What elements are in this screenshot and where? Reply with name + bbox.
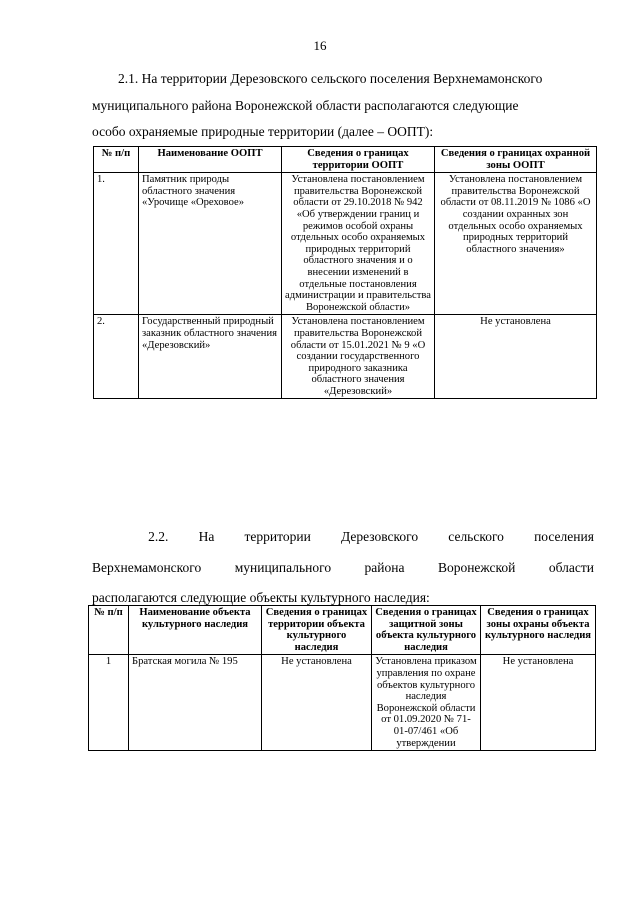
header-cell: Сведения о границах охранной зоны ООПТ (435, 147, 597, 173)
oopt-table (93, 146, 597, 399)
paragraph-text: особо охраняемые природные территории (далее – ООПТ): (92, 124, 434, 139)
table-header-row (94, 147, 597, 173)
table-cell: Не установлена (481, 655, 596, 751)
page-number: 16 (313, 38, 327, 53)
section-number: 2.2. (148, 529, 169, 544)
paragraph-word: района (364, 559, 405, 575)
table-cell: 1 (89, 655, 129, 751)
header-cell: № п/п (89, 606, 129, 655)
paragraph-word: сельского (448, 529, 504, 544)
header-cell: Сведения о границах защитной зоны объекта культурного наследия (372, 606, 481, 655)
paragraph-word: поселения (534, 529, 594, 544)
paragraph-text: муниципального района Воронежской области располагаются следующие (92, 97, 519, 113)
table-row (94, 315, 597, 399)
paragraph-word: территории (244, 529, 311, 544)
table-cell: Не установлена (435, 315, 597, 399)
header-cell: Сведения о границах зоны охраны объекта культурного наследия (481, 606, 596, 655)
table-cell: Братская могила № 195 (129, 655, 262, 751)
table-cell: Памятник природы областного значения «Урочище «Ореховое» (139, 173, 282, 315)
table-cell: Установлена постановлением правительства Воронежской области от 29.10.2018 № 942 «Об утверждении границ и режимов особой охраны отдельных особо охраняемых природных территорий областного значения и о внесении изменений в отдельные постановления администрации и правительства Воронежской области» (282, 173, 435, 315)
paragraph-word: На (198, 529, 215, 544)
paragraph-word: муниципального (234, 559, 332, 575)
paragraph-word: Дерезовского (340, 529, 419, 544)
paragraph-word: Верхнемамонского (92, 559, 202, 575)
paragraph-text: На территории Дерезовского сельского поселения Верхнемамонского (141, 71, 543, 86)
table-cell: 1. (94, 173, 139, 315)
table-cell: 2. (94, 315, 139, 399)
header-cell: Сведения о границах территории ООПТ (282, 147, 435, 173)
table-cell: Установлена постановлением правительства Воронежской области от 08.11.2019 № 1086 «О создании охранных зон отдельных особо охраняемых природных территорий областного значения» (435, 173, 597, 315)
table-row (94, 173, 597, 315)
header-cell: № п/п (94, 147, 139, 173)
table-cell: Установлена постановлением правительства Воронежской области от 15.01.2021 № 9 «О создании государственного природного заказника областного значения «Дерезовский» (282, 315, 435, 399)
header-cell: Наименование ООПТ (139, 147, 282, 173)
section-number: 2.1. (118, 71, 139, 86)
table-header-row (89, 606, 596, 655)
header-cell: Наименование объекта культурного наследия (129, 606, 262, 655)
section-2-1-paragraph (92, 66, 594, 146)
cultural-heritage-table (88, 605, 596, 751)
table-cell: Установлена приказом управления по охране объектов культурного наследия Воронежской области от 01.09.2020 № 71-01-07/461 «Об утверждении (372, 655, 481, 751)
header-cell: Сведения о границах территории объекта культурного наследия (262, 606, 372, 655)
paragraph-text: располагаются следующие объекты культурного наследия: (92, 590, 430, 605)
table-cell: Не установлена (262, 655, 372, 751)
table-cell: Государственный природный заказник областного значения «Дерезовский» (139, 315, 282, 399)
table-row (89, 655, 596, 751)
paragraph-word: области (548, 559, 594, 575)
paragraph-word: Воронежской (437, 559, 516, 575)
section-2-2-paragraph (92, 524, 594, 612)
